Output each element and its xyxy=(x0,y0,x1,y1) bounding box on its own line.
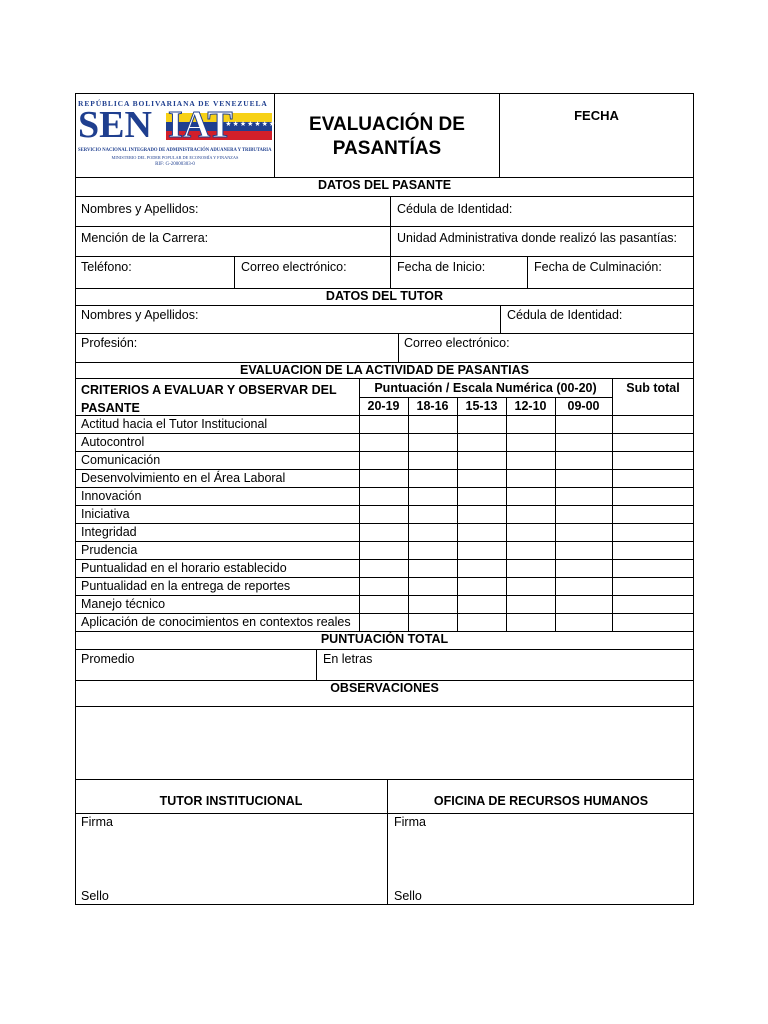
service-text: SERVICIO NACIONAL INTEGRADO DE ADMINISTRACIÓN ADUANERA Y TRIBUTARIA xyxy=(78,148,272,153)
score-cell[interactable] xyxy=(360,614,407,630)
score-cell[interactable] xyxy=(360,578,407,594)
score-cell[interactable] xyxy=(556,416,611,432)
subtotal-cell[interactable] xyxy=(613,470,693,486)
criteria-label: Integridad xyxy=(81,525,137,539)
score-cell[interactable] xyxy=(409,470,456,486)
score-cell[interactable] xyxy=(507,416,554,432)
score-cell[interactable] xyxy=(458,434,505,450)
subtotal-cell[interactable] xyxy=(613,488,693,504)
criteria-label: Prudencia xyxy=(81,543,138,557)
observaciones-textarea[interactable] xyxy=(76,707,693,779)
rif-text: RIF: G-20000303-0 xyxy=(155,162,195,167)
score-cell[interactable] xyxy=(507,560,554,576)
subtotal-cell[interactable] xyxy=(613,524,693,540)
score-cell[interactable] xyxy=(360,488,407,504)
promedio-field[interactable]: Promedio xyxy=(81,652,135,666)
pasante-heading: DATOS DEL PASANTE xyxy=(317,178,452,192)
score-cell[interactable] xyxy=(409,524,456,540)
subtotal-cell[interactable] xyxy=(613,452,693,468)
score-cell[interactable] xyxy=(458,488,505,504)
score-cell[interactable] xyxy=(360,596,407,612)
score-cell[interactable] xyxy=(507,596,554,612)
score-cell[interactable] xyxy=(556,434,611,450)
logo-iat-text: IAT xyxy=(168,104,233,146)
score-cell[interactable] xyxy=(409,416,456,432)
score-cell[interactable] xyxy=(556,452,611,468)
mencion-carrera-field[interactable]: Mención de la Carrera: xyxy=(81,231,209,245)
score-cell[interactable] xyxy=(556,470,611,486)
subtotal-cell[interactable] xyxy=(613,434,693,450)
criteria-label: Puntualidad en el horario establecido xyxy=(81,561,287,575)
seniat-logo xyxy=(78,97,277,175)
score-cell[interactable] xyxy=(556,506,611,522)
score-cell[interactable] xyxy=(556,578,611,594)
score-cell[interactable] xyxy=(360,506,407,522)
tutor-correo-field[interactable]: Correo electrónico: xyxy=(404,336,510,350)
pasante-telefono-field[interactable]: Teléfono: xyxy=(81,260,132,274)
criteria-label: Manejo técnico xyxy=(81,597,166,611)
score-cell[interactable] xyxy=(360,416,407,432)
tutor-institucional-heading: TUTOR INSTITUCIONAL xyxy=(159,794,303,808)
observaciones-heading: OBSERVACIONES xyxy=(330,681,439,695)
score-cell[interactable] xyxy=(556,542,611,558)
score-cell[interactable] xyxy=(458,506,505,522)
fecha-label: FECHA xyxy=(574,108,619,123)
subtotal-cell[interactable] xyxy=(613,578,693,594)
score-cell[interactable] xyxy=(360,452,407,468)
score-cell[interactable] xyxy=(409,578,456,594)
score-cell[interactable] xyxy=(360,542,407,558)
score-cell[interactable] xyxy=(409,560,456,576)
score-cell[interactable] xyxy=(409,542,456,558)
score-cell[interactable] xyxy=(507,578,554,594)
criteria-label: Iniciativa xyxy=(81,507,130,521)
score-cell[interactable] xyxy=(458,614,505,630)
criteria-label: Puntualidad en la entrega de reportes xyxy=(81,579,291,593)
score-cell[interactable] xyxy=(507,614,554,630)
score-cell[interactable] xyxy=(360,434,407,450)
page-title: EVALUACIÓN DE PASANTÍAS xyxy=(309,114,465,159)
score-cell[interactable] xyxy=(556,614,611,630)
rrhh-sello-field[interactable]: Sello xyxy=(394,889,422,903)
score-cell[interactable] xyxy=(507,506,554,522)
scale-20-19-header: 20-19 xyxy=(367,399,400,413)
tutor-nombres-field[interactable]: Nombres y Apellidos: xyxy=(81,308,199,322)
subtotal-header: Sub total xyxy=(626,381,680,395)
score-cell[interactable] xyxy=(507,470,554,486)
score-cell[interactable] xyxy=(458,578,505,594)
pasante-correo-field[interactable]: Correo electrónico: xyxy=(241,260,347,274)
score-cell[interactable] xyxy=(556,524,611,540)
score-cell[interactable] xyxy=(360,560,407,576)
score-cell[interactable] xyxy=(458,524,505,540)
score-cell[interactable] xyxy=(507,434,554,450)
score-cell[interactable] xyxy=(360,524,407,540)
scale-12-10-header: 12-10 xyxy=(514,399,547,413)
criteria-label: Innovación xyxy=(81,489,142,503)
score-cell[interactable] xyxy=(409,434,456,450)
puntuacion-header: Puntuación / Escala Numérica (00-20) xyxy=(374,381,597,395)
fecha-inicio-field[interactable]: Fecha de Inicio: xyxy=(397,260,486,274)
score-cell[interactable] xyxy=(458,416,505,432)
tutor-heading: DATOS DEL TUTOR xyxy=(325,289,444,303)
criteria-label: Actitud hacia el Tutor Institucional xyxy=(81,417,268,431)
score-cell[interactable] xyxy=(556,596,611,612)
score-cell[interactable] xyxy=(458,470,505,486)
evaluacion-heading: EVALUACION DE LA ACTIVIDAD DE PASANTIAS xyxy=(240,363,529,377)
subtotal-cell[interactable] xyxy=(613,416,693,432)
criteria-label: Comunicación xyxy=(81,453,161,467)
tutor-sello-field[interactable]: Sello xyxy=(81,889,109,903)
rrhh-firma-field[interactable]: Firma xyxy=(394,815,426,829)
score-cell[interactable] xyxy=(409,596,456,612)
puntuacion-total-heading: PUNTUACIÓN TOTAL xyxy=(320,632,449,646)
score-cell[interactable] xyxy=(507,542,554,558)
unidad-administrativa-field[interactable]: Unidad Administrativa donde realizó las pasantías: xyxy=(397,231,678,245)
score-cell[interactable] xyxy=(507,488,554,504)
scale-09-00-header: 09-00 xyxy=(567,399,600,413)
score-cell[interactable] xyxy=(507,452,554,468)
scale-15-13-header: 15-13 xyxy=(465,399,498,413)
score-cell[interactable] xyxy=(360,470,407,486)
subtotal-cell[interactable] xyxy=(613,596,693,612)
score-cell[interactable] xyxy=(458,452,505,468)
republic-text: REPÚBLICA BOLIVARIANA DE VENEZUELA xyxy=(78,99,268,108)
subtotal-cell[interactable] xyxy=(613,560,693,576)
venezuela-flag-icon: ★★★★★★★★ xyxy=(166,113,272,140)
fecha-culminacion-field[interactable]: Fecha de Culminación: xyxy=(534,260,662,274)
criterios-header: CRITERIOS A EVALUAR Y OBSERVAR DEL PASANTE xyxy=(81,383,337,415)
criteria-label: Desenvolvimiento en el Área Laboral xyxy=(81,471,286,485)
score-cell[interactable] xyxy=(507,524,554,540)
score-cell[interactable] xyxy=(409,452,456,468)
tutor-firma-field[interactable]: Firma xyxy=(81,815,113,829)
criteria-label: Autocontrol xyxy=(81,435,145,449)
score-cell[interactable] xyxy=(458,596,505,612)
tutor-cedula-field[interactable]: Cédula de Identidad: xyxy=(507,308,623,322)
pasante-cedula-field[interactable]: Cédula de Identidad: xyxy=(397,202,513,216)
score-cell[interactable] xyxy=(409,488,456,504)
subtotal-cell[interactable] xyxy=(613,542,693,558)
score-cell[interactable] xyxy=(458,542,505,558)
subtotal-cell[interactable] xyxy=(613,506,693,522)
score-cell[interactable] xyxy=(409,506,456,522)
score-cell[interactable] xyxy=(409,614,456,630)
score-cell[interactable] xyxy=(458,560,505,576)
en-letras-field[interactable]: En letras xyxy=(323,652,373,666)
logo-sen-text: SEN xyxy=(78,104,152,146)
pasante-nombres-field[interactable]: Nombres y Apellidos: xyxy=(81,202,199,216)
subtotal-cell[interactable] xyxy=(613,614,693,630)
score-cell[interactable] xyxy=(556,488,611,504)
recursos-humanos-heading: OFICINA DE RECURSOS HUMANOS xyxy=(433,794,649,808)
scale-18-16-header: 18-16 xyxy=(416,399,449,413)
score-cell[interactable] xyxy=(556,560,611,576)
ministry-text: MINISTERIO DEL PODER POPULAR DE ECONOMÍA Y FINANZAS xyxy=(111,155,239,160)
tutor-profesion-field[interactable]: Profesión: xyxy=(81,336,138,350)
criteria-label: Aplicación de conocimientos en contextos reales xyxy=(81,615,351,629)
